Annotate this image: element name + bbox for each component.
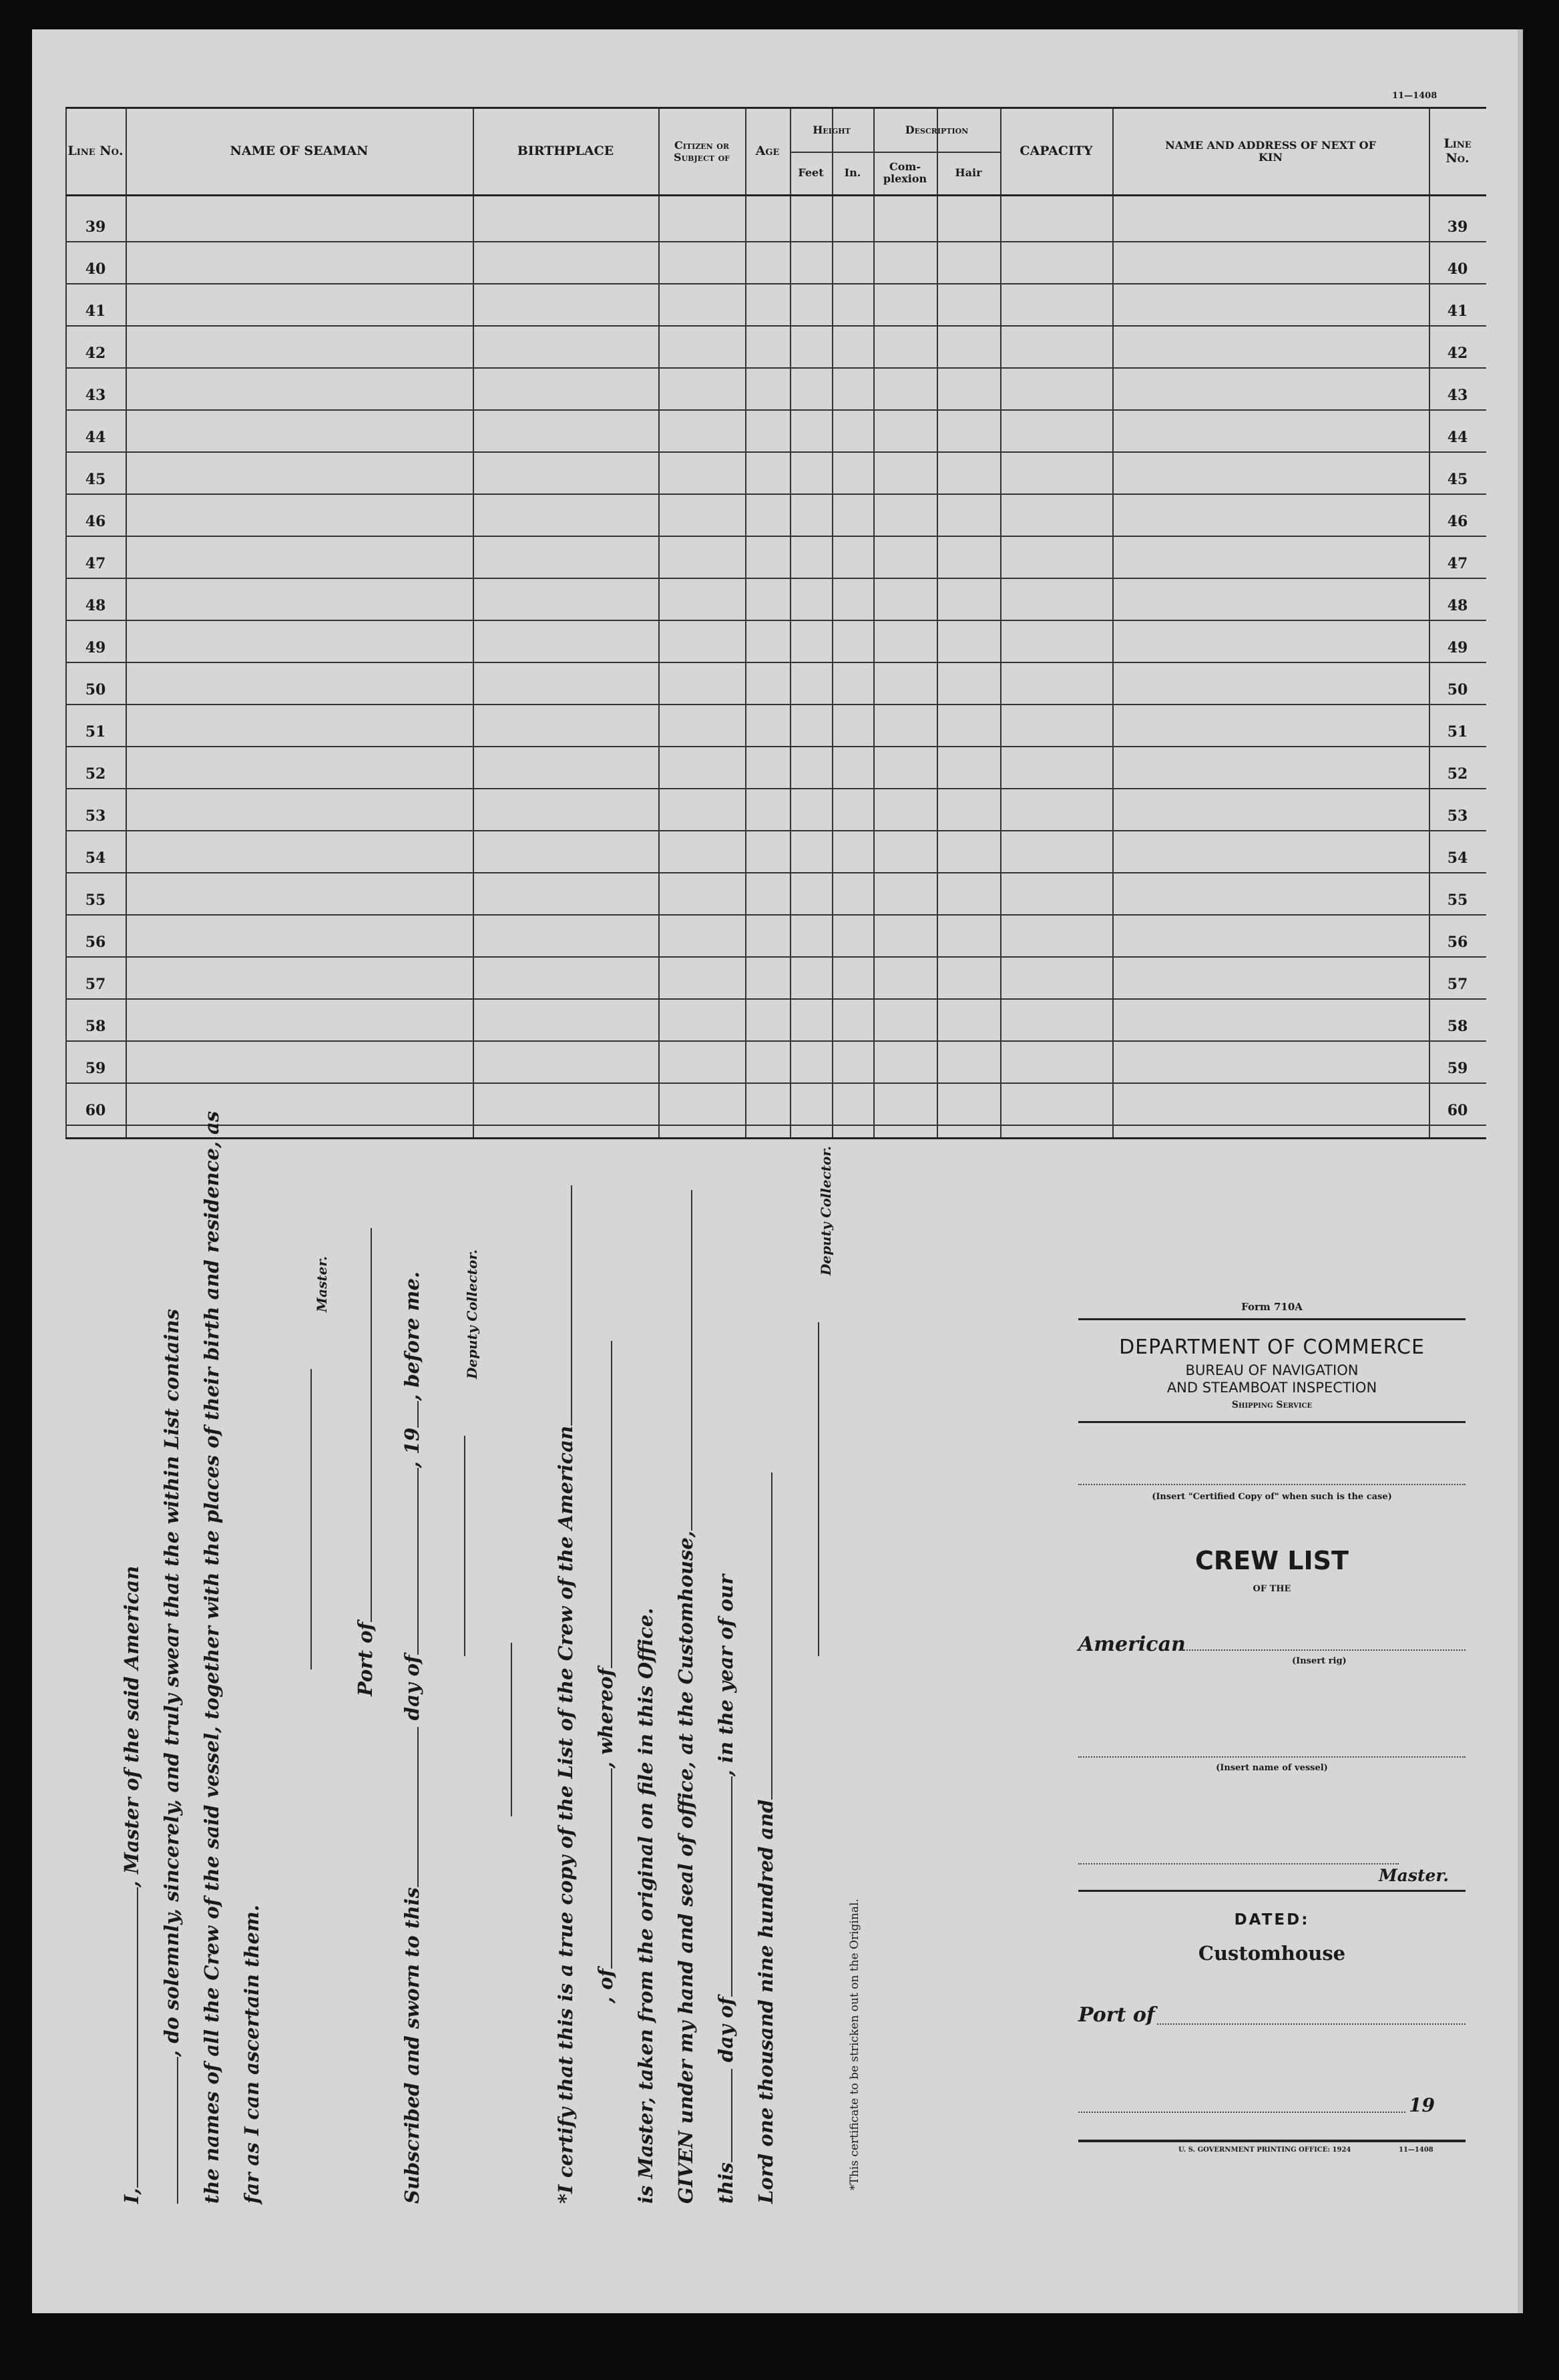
row-rule xyxy=(65,662,1486,663)
day-of-text: day of xyxy=(714,1997,737,2063)
vessel-name-blank xyxy=(1078,1756,1466,1758)
lord-text: Lord one thousand nine hundred and xyxy=(754,1799,777,2204)
header-birthplace: BIRTHPLACE xyxy=(517,144,614,159)
cover-rule-top xyxy=(1078,1318,1466,1320)
row-rule xyxy=(65,241,1486,242)
col-line xyxy=(473,109,474,1137)
col-line xyxy=(832,109,833,1137)
oath-master-label: Master. xyxy=(314,1256,330,1312)
shipping-service: Shipping Service xyxy=(1231,1400,1313,1410)
row-rule xyxy=(65,409,1486,411)
row-rule xyxy=(65,493,1486,495)
department-title: DEPARTMENT OF COMMERCE xyxy=(1119,1336,1425,1359)
form-label: Form 710A xyxy=(1241,1301,1303,1313)
certified-copy-blank xyxy=(1078,1484,1466,1485)
col-line xyxy=(1112,109,1114,1137)
row-rule xyxy=(65,536,1486,537)
line-number-left: 50 xyxy=(85,681,106,699)
line-number-right: 44 xyxy=(1447,429,1468,446)
col-line xyxy=(937,109,938,1137)
this-text: this xyxy=(714,2162,737,2204)
day-of-blank xyxy=(731,1776,732,1997)
line-number-left: 59 xyxy=(85,1060,106,1077)
oath-subscribed-line xyxy=(401,1271,423,2204)
certify-text: *I certify that this is a true copy of the List of the Crew of the American xyxy=(554,1426,577,2204)
row-rule xyxy=(65,325,1486,327)
line-number-right: 57 xyxy=(1447,976,1468,993)
port-blank xyxy=(371,1228,372,1622)
header-line-no: Line No. xyxy=(67,144,124,159)
deputy2-label: Deputy Collector. xyxy=(818,1145,834,1275)
oath-master-sig-line xyxy=(294,1369,316,1669)
oath-master-of: , Master of the said American xyxy=(120,1565,143,1888)
deputy1-signature-blank xyxy=(464,1436,465,1656)
line-number-left: 53 xyxy=(85,807,106,825)
lord-year-blank xyxy=(771,1472,772,1800)
of-the-label: OF THE xyxy=(1253,1584,1291,1594)
certify-whereof-blank xyxy=(611,1341,612,1668)
header-complexion: Com- plexion xyxy=(883,160,927,185)
customhouse-blank xyxy=(691,1190,692,1531)
cover-port-blank xyxy=(1157,2023,1466,2025)
header-line-no-right: Line No. xyxy=(1443,136,1472,166)
certify-of-line xyxy=(594,1341,617,2003)
row-rule xyxy=(65,283,1486,284)
line-number-left: 42 xyxy=(85,345,106,362)
cover-date-blank xyxy=(1078,2112,1405,2113)
oath-day-of: day of xyxy=(401,1655,423,1721)
this-blank xyxy=(731,2069,732,2162)
header-inches: In. xyxy=(844,166,861,179)
line-number-right: 56 xyxy=(1447,934,1468,951)
row-rule xyxy=(65,788,1486,789)
row-rule xyxy=(65,578,1486,579)
col-line xyxy=(1000,109,1001,1137)
cover-rule-3 xyxy=(1078,1890,1466,1892)
line-number-left: 58 xyxy=(85,1018,106,1035)
line-number-left: 46 xyxy=(85,513,106,530)
row-rule xyxy=(65,830,1486,831)
given-text: GIVEN under my hand and seal of office, at the Customhouse, xyxy=(674,1531,697,2204)
row-rule xyxy=(65,998,1486,1000)
in-year-text: , in the year of our xyxy=(714,1574,737,1777)
line-number-left: 56 xyxy=(85,934,106,951)
this-day-line xyxy=(714,1575,737,2204)
certify-line xyxy=(554,1185,577,2204)
bureau-line-1: BUREAU OF NAVIGATION xyxy=(1185,1362,1359,1378)
line-number-left: 60 xyxy=(85,1102,106,1119)
line-number-left: 41 xyxy=(85,303,106,320)
bureau-line-2: AND STEAMBOAT INSPECTION xyxy=(1166,1380,1377,1396)
header-height: Height xyxy=(813,123,851,136)
oath-subscribed: Subscribed and sworn to this xyxy=(401,1887,423,2204)
header-hair: Hair xyxy=(955,166,982,179)
oath-19: , 19 xyxy=(401,1427,423,1468)
line-number-left: 52 xyxy=(85,765,106,783)
row-rule xyxy=(65,451,1486,453)
lord-line xyxy=(754,1472,777,2204)
subscribed-month-blank xyxy=(417,1468,419,1655)
row-rule xyxy=(65,1125,1486,1126)
oath-deputy1-label: Deputy Collector. xyxy=(464,1249,480,1379)
line-number-right: 48 xyxy=(1447,597,1468,614)
line-number-right: 47 xyxy=(1447,555,1468,572)
line-number-left: 48 xyxy=(85,597,106,614)
line-number-right: 58 xyxy=(1447,1018,1468,1035)
row-rule xyxy=(65,956,1486,958)
cover-form-number: 11—1408 xyxy=(1399,2146,1433,2154)
col-line xyxy=(1429,109,1430,1137)
col-line xyxy=(65,109,67,1137)
cover-year-label: 19 xyxy=(1409,2094,1435,2116)
customhouse-label: Customhouse xyxy=(1198,1942,1346,1965)
cover-panel xyxy=(1078,1296,1466,2177)
line-number-right: 55 xyxy=(1447,891,1468,909)
divider-line xyxy=(511,1643,512,1816)
line-number-right: 50 xyxy=(1447,681,1468,699)
oath-before-me: , before me. xyxy=(401,1271,423,1401)
cover-rule-2 xyxy=(1078,1421,1466,1423)
line-number-left: 49 xyxy=(85,639,106,656)
oath-line-1 xyxy=(120,1566,143,2204)
line-number-left: 39 xyxy=(85,218,106,236)
insert-vessel-note: (Insert name of vessel) xyxy=(1216,1763,1328,1773)
line-number-right: 49 xyxy=(1447,639,1468,656)
form-number-top: 11—1408 xyxy=(1392,91,1437,101)
certify-whereof: , whereof xyxy=(594,1667,617,1768)
header-description: Description xyxy=(905,123,969,136)
row-rule xyxy=(65,367,1486,369)
line-number-right: 41 xyxy=(1447,303,1468,320)
row-rule xyxy=(65,1082,1486,1084)
row-rule xyxy=(65,1040,1486,1042)
line-number-right: 53 xyxy=(1447,807,1468,825)
rig-blank xyxy=(1178,1649,1466,1651)
row-rule xyxy=(65,914,1486,916)
row-rule xyxy=(65,872,1486,873)
american-label: American xyxy=(1078,1633,1186,1656)
master-signature-blank xyxy=(310,1369,312,1669)
subscribed-day-blank xyxy=(417,1727,419,1887)
col-line xyxy=(873,109,875,1137)
line-number-left: 40 xyxy=(85,260,106,278)
deputy2-signature-blank xyxy=(818,1322,819,1656)
oath-swear-text: , do solemnly, sincerely, and truly swear that the within List contains xyxy=(160,1309,183,2057)
line-number-right: 39 xyxy=(1447,218,1468,236)
oath-divider xyxy=(494,1643,517,1816)
line-number-right: 52 xyxy=(1447,765,1468,783)
insert-certified-note: (Insert "Certified Copy of" when such is the case) xyxy=(1152,1492,1392,1502)
subscribed-year-blank xyxy=(417,1401,419,1428)
crew-list-title: CREW LIST xyxy=(1195,1546,1349,1575)
cover-rule-bottom xyxy=(1078,2140,1466,2142)
line-number-left: 51 xyxy=(85,723,106,741)
line-number-left: 47 xyxy=(85,555,106,572)
oath-deputy1-sig xyxy=(447,1436,470,1656)
oath-line-3: the names of all the Crew of the said vessel, together with the places of their birth and residence, as xyxy=(200,1111,223,2204)
certify-of-blank xyxy=(611,1768,612,1969)
cover-master-blank xyxy=(1078,1863,1399,1864)
cover-port-label: Port of xyxy=(1078,2003,1155,2027)
insert-rig-note: (Insert rig) xyxy=(1292,1656,1347,1666)
footnote: *This certificate to be stricken out on the Original. xyxy=(848,1899,861,2190)
certify-of: , of xyxy=(594,1968,617,2003)
header-bottom-rule xyxy=(65,194,1486,196)
line-number-left: 55 xyxy=(85,891,106,909)
line-number-left: 45 xyxy=(85,471,106,488)
oath-line-2 xyxy=(160,1309,183,2204)
line-number-left: 43 xyxy=(85,387,106,404)
col-line xyxy=(790,109,791,1137)
line-number-right: 59 xyxy=(1447,1060,1468,1077)
oath-i: I, xyxy=(120,2188,143,2204)
header-citizen: Citizen or Subject of xyxy=(674,138,730,164)
line-number-right: 45 xyxy=(1447,471,1468,488)
crew-table xyxy=(65,107,1486,1139)
line-number-right: 46 xyxy=(1447,513,1468,530)
row-rule xyxy=(65,620,1486,621)
dated-label: DATED: xyxy=(1234,1911,1310,1929)
certify-vessel-blank xyxy=(571,1185,572,1426)
header-capacity: CAPACITY xyxy=(1020,144,1093,159)
printing-office: U. S. GOVERNMENT PRINTING OFFICE: 1924 xyxy=(1178,2146,1351,2154)
line-number-right: 54 xyxy=(1447,849,1468,867)
vessel-name-blank xyxy=(177,2057,178,2204)
line-number-right: 42 xyxy=(1447,345,1468,362)
header-age: Age xyxy=(755,144,780,159)
oath-certificate xyxy=(93,1111,895,2204)
line-number-right: 43 xyxy=(1447,387,1468,404)
line-number-right: 51 xyxy=(1447,723,1468,741)
row-rule xyxy=(65,704,1486,705)
line-number-left: 54 xyxy=(85,849,106,867)
col-line xyxy=(126,109,127,1137)
certify-master-line: is Master, taken from the original on file in this Office. xyxy=(634,1607,657,2204)
header-feet: Feet xyxy=(798,166,824,179)
line-number-left: 44 xyxy=(85,429,106,446)
oath-line-4: far as I can ascertain them. xyxy=(240,1905,263,2204)
oath-port-line xyxy=(354,1228,377,1696)
master-name-blank xyxy=(137,1887,138,2188)
row-rule xyxy=(65,746,1486,747)
col-line xyxy=(658,109,660,1137)
header-next-of-kin: NAME AND ADDRESS OF NEXT OF KIN xyxy=(1165,138,1376,164)
given-line xyxy=(674,1190,697,2204)
line-number-right: 60 xyxy=(1447,1102,1468,1119)
col-line xyxy=(745,109,746,1137)
cover-master-label: Master. xyxy=(1379,1866,1449,1885)
deputy2-sig xyxy=(801,1322,824,1656)
oath-port-of: Port of xyxy=(354,1622,377,1696)
line-number-right: 40 xyxy=(1447,260,1468,278)
line-number-left: 57 xyxy=(85,976,106,993)
header-name-of-seaman: NAME OF SEAMAN xyxy=(230,144,369,159)
